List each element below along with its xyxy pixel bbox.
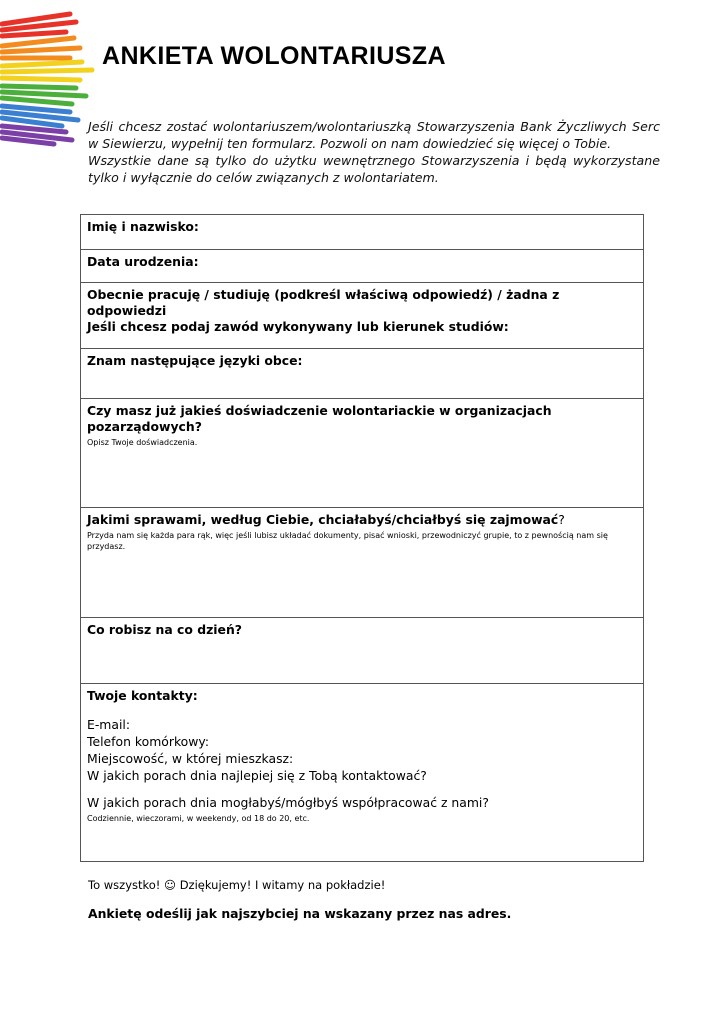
occupation-label: Obecnie pracuję / studiuję (podkreśl właściwą odpowiedź) / żadna z odpowiedzi [87, 287, 560, 318]
send-instruction: Ankietę odeślij jak najszybciej na wskazany przez nas adres. [88, 906, 512, 921]
intro-paragraph-2: Wszystkie dane są tylko do użytku wewnętrznego Stowarzyszenia i będą wykorzystane tylko i wyłącznie do celów związanych z wolontariatem. [88, 153, 660, 185]
cooperation-time-hint: Codziennie, wieczorami, w weekendy, od 18 do 20, etc. [87, 814, 310, 823]
page-title: ANKIETA WOLONTARIUSZA [102, 42, 447, 70]
occupation-sub-label: Jeśli chcesz podaj zawód wykonywany lub kierunek studiów: [87, 319, 509, 334]
volunteer-form [80, 214, 644, 862]
daily-activities-label: Co robisz na co dzień? [87, 622, 242, 637]
rainbow-hands-logo [0, 8, 100, 148]
cooperation-time-label: W jakich porach dnia mogłabyś/mógłbyś współpracować z nami? [87, 795, 489, 810]
birth-date-field[interactable] [81, 249, 643, 282]
interests-field[interactable] [81, 507, 643, 617]
name-field[interactable] [81, 215, 643, 249]
interests-label [87, 512, 637, 528]
interests-hint: Przyda nam się każda para rąk, więc jeśli lubisz układać dokumenty, pisać wnioski, przewodniczyć grupie, to z pewnością nam się przydasz. [87, 531, 608, 551]
phone-label: Telefon komórkowy: [87, 734, 209, 749]
hand-stroke-blue [2, 106, 78, 126]
name-label: Imię i nazwisko: [87, 219, 199, 234]
interests-label-bold: Jakimi sprawami, według Ciebie, chciałabyś/chciałbyś się zajmować [87, 512, 559, 527]
intro-text [88, 118, 660, 186]
experience-label: Czy masz już jakieś doświadczenie wolontariackie w organizacjach pozarządowych? [87, 403, 552, 434]
hand-stroke-purple [2, 126, 72, 144]
intro-paragraph-1: Jeśli chcesz zostać wolontariuszem/wolontariuszką Stowarzyszenia Bank Życzliwych Serc w Siewierzu, wypełnij ten formularz. Pozwoli on nam dowiedzieć się więcej o Tobie. [88, 119, 660, 151]
city-label: Miejscowość, w której mieszkasz: [87, 751, 294, 766]
hand-stroke-orange [2, 38, 80, 58]
hand-stroke-red [2, 14, 76, 36]
hand-stroke-green [2, 86, 86, 104]
contacts-field[interactable] [81, 683, 643, 861]
occupation-field[interactable] [81, 282, 643, 348]
thanks-text: To wszystko! ☺ Dziękujemy! I witamy na pokładzie! [88, 878, 386, 892]
interests-label-tail: ? [558, 512, 565, 527]
hand-stroke-yellow [2, 62, 92, 80]
experience-field[interactable] [81, 398, 643, 507]
contact-time-label: W jakich porach dnia najlepiej się z Tobą kontaktować? [87, 768, 427, 783]
experience-hint: Opisz Twoje doświadczenia. [87, 438, 198, 447]
contacts-label: Twoje kontakty: [87, 688, 198, 703]
birth-date-label: Data urodzenia: [87, 254, 199, 269]
languages-field[interactable] [81, 348, 643, 398]
languages-label: Znam następujące języki obce: [87, 353, 303, 368]
email-label: E-mail: [87, 717, 131, 732]
daily-activities-field[interactable] [81, 617, 643, 683]
